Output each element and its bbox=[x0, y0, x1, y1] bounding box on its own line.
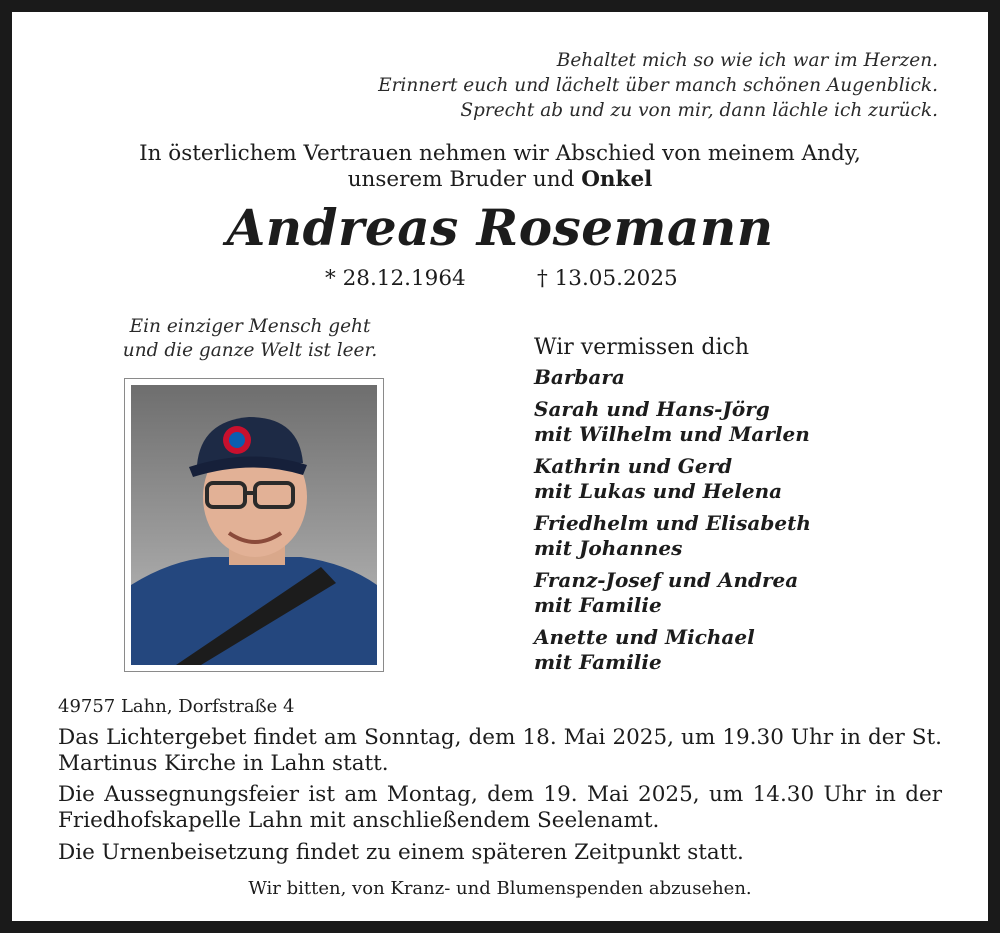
family-group bbox=[534, 365, 811, 390]
verse-line-1: Ein einziger Mensch geht bbox=[129, 316, 371, 337]
family-group bbox=[534, 568, 811, 618]
intro-line-2 bbox=[12, 167, 988, 193]
family-line: mit Lukas und Helena bbox=[534, 479, 783, 503]
notice-service: Die Aussegnungsfeier ist am Montag, dem 19. Mai 2025, um 14.30 Uhr in der Friedhofskapelle Lahn mit anschließendem Seelenamt. bbox=[58, 782, 942, 833]
notice-prayer: Das Lichtergebet findet am Sonntag, dem 18. Mai 2025, um 19.30 Uhr in der St. Martinus Kirche in Lahn statt. bbox=[58, 725, 942, 776]
notice-urn-burial: Die Urnenbeisetzung findet zu einem späteren Zeitpunkt statt. bbox=[58, 840, 744, 865]
deceased-name: Andreas Rosemann bbox=[226, 198, 774, 257]
family-line: mit Familie bbox=[534, 593, 662, 617]
family-heading: Wir vermissen dich bbox=[534, 335, 750, 360]
address: 49757 Lahn, Dorfstraße 4 bbox=[58, 696, 295, 717]
memorial-verse bbox=[112, 315, 388, 363]
intro-line-2-text: unserem Bruder und bbox=[347, 167, 582, 192]
intro-line-2-bold: Onkel bbox=[581, 167, 653, 192]
birth-date: * 28.12.1964 bbox=[325, 266, 466, 291]
family-list bbox=[534, 333, 811, 682]
family-line: mit Wilhelm und Marlen bbox=[534, 422, 810, 446]
verse-line-2: und die ganze Welt ist leer. bbox=[122, 340, 378, 361]
family-line: mit Familie bbox=[534, 650, 662, 674]
family-group bbox=[534, 454, 811, 504]
family-group bbox=[534, 625, 811, 675]
family-line: Anette und Michael bbox=[534, 625, 755, 649]
death-date: † 13.05.2025 bbox=[537, 266, 678, 291]
poem-line: Behaltet mich so wie ich war im Herzen. bbox=[556, 50, 938, 71]
family-group bbox=[534, 511, 811, 561]
poem bbox=[378, 48, 938, 123]
poem-line: Sprecht ab und zu von mir, dann lächle ich zurück. bbox=[460, 100, 938, 121]
family-line: Friedhelm und Elisabeth bbox=[534, 511, 811, 535]
family-line: Sarah und Hans-Jörg bbox=[534, 397, 770, 421]
portrait-frame bbox=[124, 378, 384, 672]
intro-line-1: In österlichem Vertrauen nehmen wir Abschied von meinem Andy, bbox=[139, 141, 861, 166]
family-line: mit Johannes bbox=[534, 536, 683, 560]
family-line: Kathrin und Gerd bbox=[534, 454, 733, 478]
portrait-photo bbox=[131, 385, 377, 665]
family-line: Franz-Josef und Andrea bbox=[534, 568, 799, 592]
family-group bbox=[534, 397, 811, 447]
flower-request: Wir bitten, von Kranz- und Blumenspenden abzusehen. bbox=[248, 878, 752, 899]
obituary-notice bbox=[12, 12, 988, 921]
poem-line: Erinnert euch und lächelt über manch schönen Augenblick. bbox=[378, 75, 938, 96]
intro-text bbox=[12, 141, 988, 193]
family-line: Barbara bbox=[534, 365, 625, 389]
portrait-illustration bbox=[131, 385, 377, 665]
